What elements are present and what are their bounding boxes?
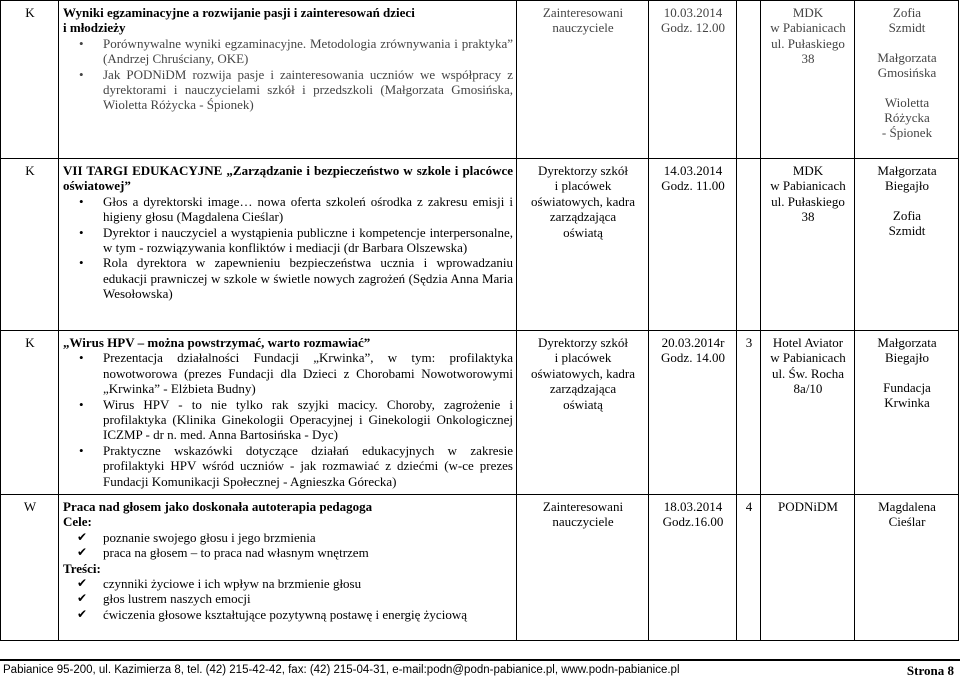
goals-list — [63, 530, 513, 561]
topic-cell — [59, 1, 517, 159]
page-number: Strona 8 — [906, 663, 954, 678]
topic-title: VII TARGI EDUKACYJNE „Zarządzanie i bezpieczeństwo w szkole i placówce oświatowej” — [63, 163, 513, 194]
topic-list — [63, 36, 513, 113]
list-item: • Prezentacja działalności Fundacji „Krwinka”, w tym: profilaktyka nowotworowa (prezes Fundacji dla Dzieci z Chorobami Nowotworowymi „Krwinka” - Elżbieta Budny) — [103, 350, 513, 396]
place-cell: MDK w Pabianicach ul. Pułaskiego 38 — [761, 159, 855, 331]
footer-address: Pabianice 95-200, ul. Kazimierza 8, tel. (42) 215-42-42, fax: (42) 215-04-31, e-mail:podn@podn-pabianice.pl, www.podn-pabianice.pl — [3, 664, 680, 676]
list-item: • Praktyczne wskazówki dotyczące działań edukacyjnych w zakresie profilaktyki HPV wśród uczniów - jak rozmawiać z dziećmi (w-ce prezes Fundacji Komunikacji Społecznej - Agnieszka Górecka) — [103, 443, 513, 489]
leaders-cell: Małgorzata Biegajło Zofia Szmidt — [855, 159, 959, 331]
hours-cell: 4 — [737, 495, 761, 641]
list-item: ✔ poznanie swojego głosu i jego brzmienia — [103, 530, 513, 545]
table-row — [1, 331, 959, 495]
topic-list — [63, 194, 513, 302]
audience-cell: Zainteresowani nauczyciele — [517, 495, 649, 641]
audience-cell: Dyrektorzy szkół i placówek oświatowych, kadra zarządzająca oświatą — [517, 331, 649, 495]
list-item: • Dyrektor i nauczyciel a wystąpienia publiczne i kompetencje interpersonalne, w tym - rozwiązywania konfliktów i mediacji (dr Barbara Olszewska) — [103, 225, 513, 256]
page-footer — [0, 659, 960, 678]
place-cell: Hotel Aviator w Pabianicach ul. Św. Rocha 8a/10 — [761, 331, 855, 495]
leaders-cell: Zofia Szmidt Małgorzata Gmosińska Wioletta Różycka - Śpionek — [855, 1, 959, 159]
table-row — [1, 159, 959, 331]
place-cell: PODNiDM — [761, 495, 855, 641]
audience-cell: Dyrektorzy szkół i placówek oświatowych, kadra zarządzająca oświatą — [517, 159, 649, 331]
topic-title: Praca nad głosem jako doskonała autoterapia pedagoga — [63, 499, 373, 514]
list-item: ✔ ćwiczenia głosowe kształtujące pozytywną postawę i energię życiową — [103, 607, 513, 622]
list-item: ✔ głos lustrem naszych emocji — [103, 591, 513, 606]
type-cell: K — [1, 331, 59, 495]
list-item: ✔ praca na głosem – to praca nad własnym wnętrzem — [103, 545, 513, 560]
hours-cell: 3 — [737, 331, 761, 495]
type-cell: K — [1, 1, 59, 159]
content-label: Treści: — [63, 560, 101, 576]
date-cell: 14.03.2014 Godz. 11.00 — [649, 159, 737, 331]
topic-cell — [59, 495, 517, 641]
place-cell: MDK w Pabianicach ul. Pułaskiego 38 — [761, 1, 855, 159]
table-row — [1, 1, 959, 159]
content-list — [63, 576, 513, 622]
list-item: • Głos a dyrektorski image… nowa oferta szkoleń ośrodka z zakresu emisji i higieny głosu (Magdalena Cieślar) — [103, 194, 513, 225]
list-item: • Porównywalne wyniki egzaminacyjne. Metodologia zrównywania i praktyka” (Andrzej Chruściany, OKE) — [103, 36, 513, 67]
type-cell: W — [1, 495, 59, 641]
list-item: • Wirus HPV - to nie tylko rak szyjki macicy. Choroby, zagrożenie i profilaktyka (Klinika Ginekologii Operacyjnej i Ginekologii Onkologicznej ICZMP - dr n. med. Anna Bartosińska - Dyc) — [103, 397, 513, 443]
topic-title: Wyniki egzaminacyjne a rozwijanie pasji i zainteresowań dzieci i młodzieży — [63, 5, 415, 36]
table-row — [1, 495, 959, 641]
date-cell: 18.03.2014 Godz.16.00 — [649, 495, 737, 641]
hours-cell — [737, 159, 761, 331]
topic-list — [63, 350, 513, 489]
type-cell: K — [1, 159, 59, 331]
list-item: • Rola dyrektora w zapewnieniu bezpieczeństwa ucznia i wprowadzaniu edukacji prawniczej w szkole w świetle nowych zagrożeń (Sędzia Anna Maria Wesołowska) — [103, 255, 513, 301]
audience-cell: Zainteresowani nauczyciele — [517, 1, 649, 159]
leaders-cell: Magdalena Cieślar — [855, 495, 959, 641]
date-cell: 10.03.2014 Godz. 12.00 — [649, 1, 737, 159]
topic-cell — [59, 331, 517, 495]
list-item: • Jak PODNiDM rozwija pasje i zainteresowania uczniów we współpracy z dyrektorami i nauczycielami szkół i przedszkoli (Małgorzata Gmosińska, Wioletta Różycka - Śpionek) — [103, 67, 513, 113]
hours-cell — [737, 1, 761, 159]
topic-title: „Wirus HPV – można powstrzymać, warto rozmawiać” — [63, 335, 371, 350]
list-item: ✔ czynniki życiowe i ich wpływ na brzmienie głosu — [103, 576, 513, 591]
goals-label: Cele: — [63, 514, 92, 530]
leaders-cell: Małgorzata Biegajło Fundacja Krwinka — [855, 331, 959, 495]
topic-cell — [59, 159, 517, 331]
date-cell: 20.03.2014r Godz. 14.00 — [649, 331, 737, 495]
